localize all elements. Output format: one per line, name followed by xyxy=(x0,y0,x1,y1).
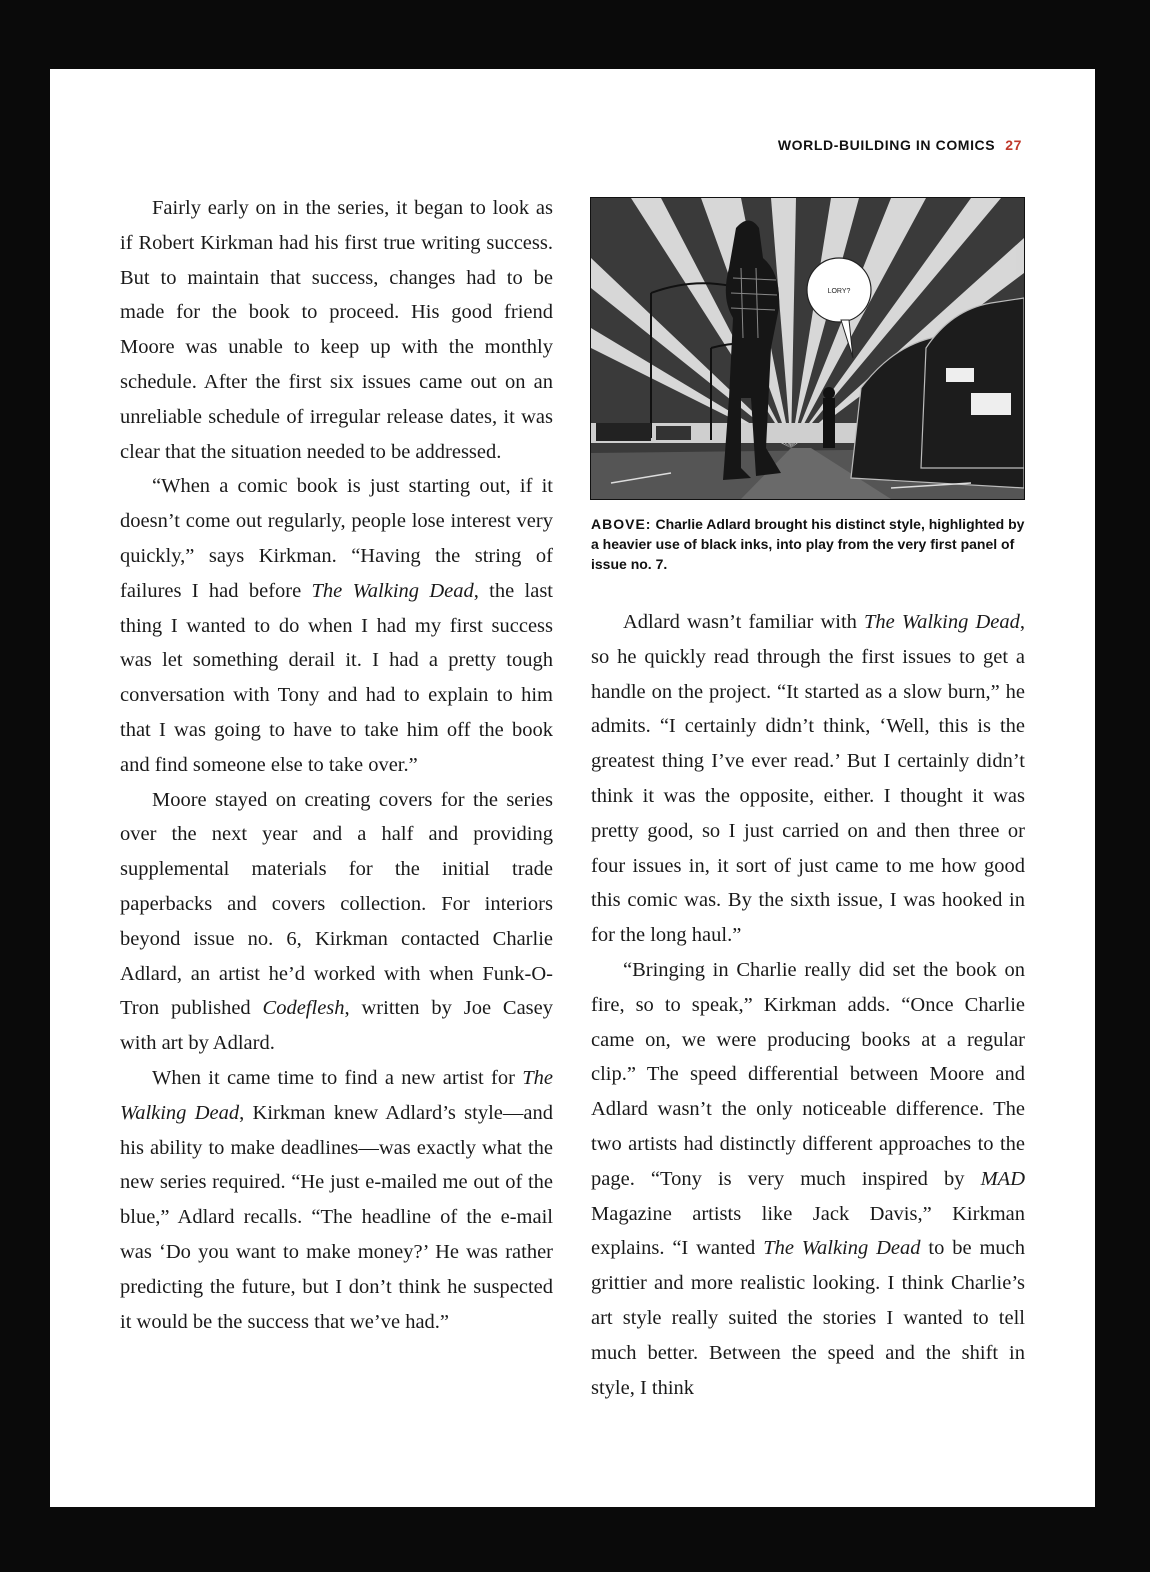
paragraph: When it came time to find a new artist for The Walking Dead, Kirkman knew Adlard’s style—and his ability to make deadlines—was exactly what the new series required. “He just e-mailed me out of the blue,” Adlard recalls. “The headline of the e-mail was ‘Do you want to make money?’ He was rather predicting the future, but I don’t think he suspected it would be the success that we’ve had.” xyxy=(120,1066,553,1333)
figure-caption xyxy=(591,514,1031,574)
right-text-column xyxy=(591,605,1025,1405)
magazine-title: MAD xyxy=(980,1167,1025,1190)
page-number: 27 xyxy=(1005,137,1022,153)
comic-panel-illustration xyxy=(590,197,1025,500)
caption-lead: ABOVE: xyxy=(591,516,652,532)
section-title: WORLD-BUILDING IN COMICS xyxy=(777,137,996,153)
book-title: The Walking Dead xyxy=(763,1237,921,1260)
book-title: The Walking Dead xyxy=(311,579,474,602)
paragraph: Adlard wasn’t familiar with The Walking Dead, so he quickly read through the first issues to get a handle on the project. “It started as a slow burn,” he admits. “I certainly didn’t think, ‘Well, this is the greatest thing I’ve ever read.’ But I certainly didn’t think it was the opposite, either. I thought it was pretty good, so I just carried on and then three or four issues in, it sort of just came to me how good this comic was. By the sixth issue, I was hooked in for the long haul.” xyxy=(591,611,1025,947)
book-title: The Walking Dead xyxy=(864,611,1020,633)
paragraph: “Bringing in Charlie really did set the book on fire, so to speak,” Kirkman adds. “Once Charlie came on, we were producing books at a regular clip.” The speed differential between Moore and Adlard wasn’t the only noticeable difference. The two artists had distinctly different approaches to the page. “Tony is very much inspired by MAD Magazine artists like Jack Davis,” Kirkman explains. “I wanted The Walking Dead to be much grittier and more realistic looking. I think Charlie’s art style really suited the stories I wanted to tell much better. Between the speed and the shift in style, I think xyxy=(591,958,1025,1399)
paragraph: “When a comic book is just starting out, if it doesn’t come out regularly, people lose interest very quickly,” says Kirkman. “Having the string of failures I had before The Walking Dead, the last thing I wanted to do when I had my first success was let something derail it. I had a pretty tough conversation with Tony and had to explain to him that I was going to have to take him off the book and find someone else to take over.” xyxy=(120,475,554,776)
book-title: The Walking Dead xyxy=(120,1066,553,1124)
book-page xyxy=(50,69,1095,1507)
left-text-column xyxy=(120,191,553,1339)
running-head xyxy=(778,137,1022,153)
paragraph: Moore stayed on creating covers for the series over the next year and a half and providing supplemental materials for the initial trade paperbacks and covers collection. For interiors beyond issue no. 6, Kirkman contacted Charlie Adlard, an artist he’d worked with when Funk-O-Tron published Codeflesh, written by Joe Casey with art by Adlard. xyxy=(120,788,553,1055)
caption-body: Charlie Adlard brought his distinct style, highlighted by a heavier use of black inks, into play from the very first panel of issue no. 7. xyxy=(591,516,1025,572)
paragraph: Fairly early on in the series, it began to look as if Robert Kirkman had his first true writing success. But to maintain that success, changes had to be made for the book to proceed. His good friend Moore was unable to keep up with the monthly schedule. After the first six issues came out on an unreliable schedule of irregular release dates, it was clear that the situation needed to be addressed. xyxy=(120,197,553,463)
book-title: Codeflesh xyxy=(262,997,345,1020)
speech-bubble-text: LORY? xyxy=(827,288,851,295)
